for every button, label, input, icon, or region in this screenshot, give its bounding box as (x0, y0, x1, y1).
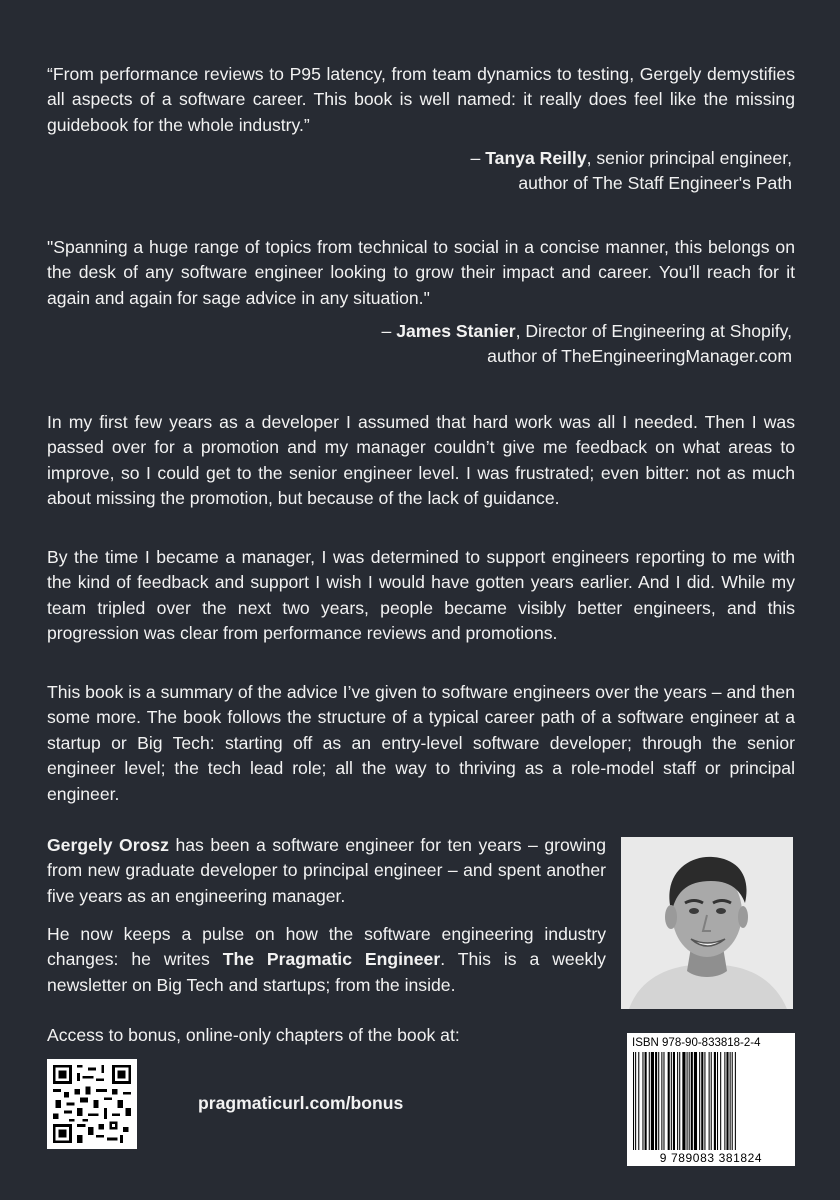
barcode-bar (691, 1052, 693, 1150)
barcode-bar (701, 1052, 703, 1150)
body-paragraph-3: This book is a summary of the advice I’ve given to software engineers over the years – and then some more. The book follows the structure of a typical career path of a software engineer at a startup or Big Tech: starting off as an entry-level software developer; through the senior engineer level; the tech lead role; all the way to thriving as a role-model staff or principal engineer. (47, 682, 795, 804)
barcode-bar (649, 1052, 650, 1150)
barcode-bar (661, 1052, 662, 1150)
barcode-bar (709, 1052, 710, 1150)
barcode-bar (732, 1052, 733, 1150)
barcode-bar (714, 1052, 716, 1150)
barcode-bar (671, 1052, 672, 1150)
quote-1-source: author of The Staff Engineer's Path (518, 173, 792, 194)
barcode-bar (694, 1052, 697, 1150)
quote-2-author: James Stanier (396, 321, 516, 341)
barcode-bar (645, 1052, 647, 1150)
barcode-bars (633, 1052, 789, 1150)
quote-2-attribution (192, 319, 792, 370)
isbn-label: ISBN 978-90-833818-2-4 (632, 1037, 761, 1049)
bio-author-name: Gergely Orosz (47, 835, 169, 855)
barcode-icon (627, 1033, 795, 1166)
bio-p2-after: . This is a weekly newsletter on Big Tech and startups; from the inside. (47, 949, 606, 995)
barcode-bar (679, 1052, 680, 1150)
body-paragraph-2: By the time I became a manager, I was determined to support engineers reporting to me with the kind of feedback and support I wish I would have gotten years earlier. And I did. While my team tripled over the next two years, people became visibly better engineers, and this progression was clear from performance reviews and promotions. (47, 547, 795, 644)
quote-1-attribution (192, 146, 792, 197)
barcode-bar (682, 1052, 685, 1150)
barcode-bar (633, 1052, 634, 1150)
barcode-bar (726, 1052, 728, 1150)
quote-2-role: , Director of Engineering at Shopify, (515, 321, 792, 341)
bonus-access-text: Access to bonus, online-only chapters of the book at: (47, 1025, 460, 1045)
barcode-bar (735, 1052, 736, 1150)
barcode-bar (699, 1052, 700, 1150)
quote-1-text: “From performance reviews to P95 latency, from team dynamics to testing, Gergely demystifies all aspects of a software career. This book is well named: it really does feel like the missing guidebook for the whole industry.” (47, 64, 795, 135)
barcode-bar (677, 1052, 678, 1150)
barcode-bar (658, 1052, 659, 1150)
barcode-bar (689, 1052, 690, 1150)
quote-1-role: , senior principal engineer, (586, 148, 792, 168)
barcode-bar (663, 1052, 664, 1150)
barcode-bar (730, 1052, 731, 1150)
barcode-bar (717, 1052, 718, 1150)
quote-2-source: author of TheEngineeringManager.com (487, 346, 792, 367)
qr-code-icon[interactable] (47, 1059, 137, 1149)
barcode-bar (642, 1052, 643, 1150)
author-photo-icon (621, 837, 793, 1009)
bio-paragraph-1 (47, 833, 606, 909)
barcode-bar (711, 1052, 712, 1150)
barcode-bar (673, 1052, 675, 1150)
bio-paragraph-2 (47, 922, 606, 998)
barcode-bar (687, 1052, 688, 1150)
barcode-bar (651, 1052, 654, 1150)
barcode-bar (635, 1052, 636, 1150)
quote-2-text: "Spanning a huge range of topics from technical to social in a concise manner, this belongs on the desk of any software engineer looking to grow their impact and career. You'll reach for it again and again for sage advice in any situation." (47, 237, 795, 308)
bio-p1-text: has been a software engineer for ten years – growing from new graduate developer to principal engineer – and spent another five years as an engineering manager. (47, 835, 606, 906)
quote-1-dash: – (470, 148, 486, 168)
body-paragraph-1: In my first few years as a developer I assumed that hard work was all I needed. Then I was passed over for a promotion and my manager couldn’t give me feedback on what areas to improve, so I could get to the senior engineer level. I was frustrated; even bitter: not as much about missing the promotion, but because of the lack of guidance. (47, 412, 795, 509)
bonus-url-link[interactable]: pragmaticurl.com/bonus (198, 1093, 404, 1113)
barcode-bar (704, 1052, 705, 1150)
barcode-digits: 9 789083 381824 (659, 1151, 763, 1165)
bio-p2-before: He now keeps a pulse on how the software engineering industry changes: he writes (47, 924, 606, 970)
quote-2-dash: – (381, 321, 397, 341)
barcode-bar (720, 1052, 721, 1150)
barcode-bar (655, 1052, 657, 1150)
quote-1-author: Tanya Reilly (485, 148, 587, 168)
newsletter-name: The Pragmatic Engineer (222, 949, 441, 970)
barcode-bar (724, 1052, 725, 1150)
barcode-bar (668, 1052, 670, 1150)
barcode-bar (638, 1052, 639, 1150)
